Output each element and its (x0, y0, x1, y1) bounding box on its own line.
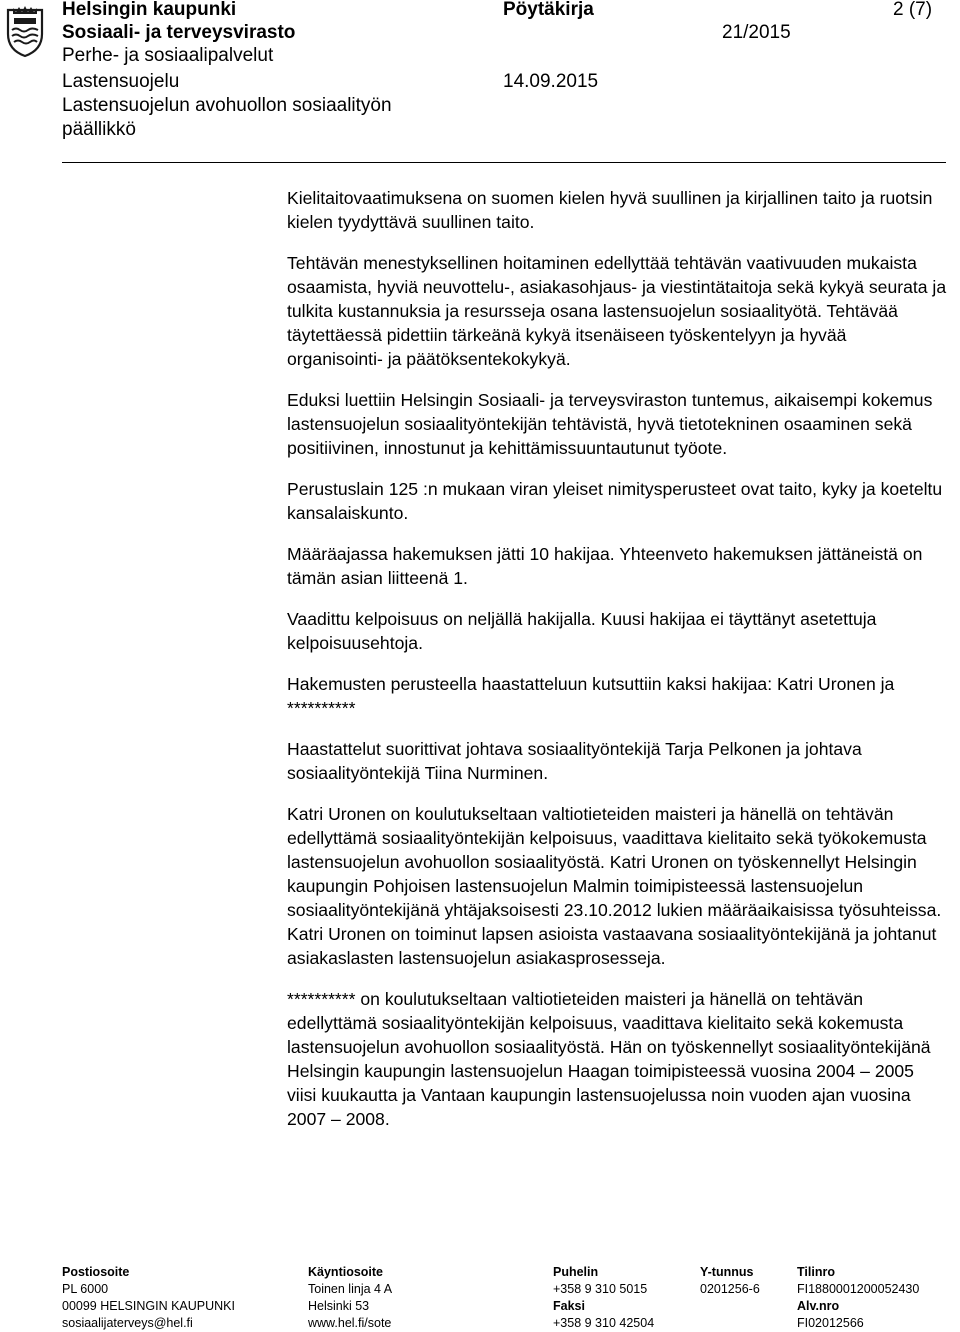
footer-account-heading: Tilinro (797, 1265, 835, 1279)
department-name: Sosiaali- ja terveysvirasto (62, 22, 296, 43)
footer-vat-number: FI02012566 (797, 1316, 864, 1330)
page-number: 2 (7) (893, 0, 933, 20)
footer-business-id (700, 1264, 760, 1298)
paragraph-applicants: Määräajassa hakemuksen jätti 10 hakijaa. Yhteenveto hakemuksen jättäneistä on tämän asian liitteenä 1. (287, 544, 923, 588)
paragraph-constitution: Perustuslain 125 :n mukaan viran yleiset nimitysperusteet ovat taito, kyky ja koeteltu kansalaiskunto. (287, 479, 943, 523)
footer-phone-heading: Puhelin (553, 1265, 599, 1279)
footer-phone (553, 1264, 654, 1332)
paragraph-qualification: Vaadittu kelpoisuus on neljällä hakijalla. Kuusi hakijaa ei täyttänyt asetettuja kelpoisuusehtoja. (287, 609, 877, 653)
unit-name: Lastensuojelu (62, 71, 180, 92)
paragraph-task-requirements: Tehtävän menestyksellinen hoitaminen edellyttää tehtävän vaativuuden mukaista osaamista, hyviä neuvottelu-, asiakasohjaus- ja viestintätaitoja sekä kykyä seurata ja tulkita kustannuksia ja resursseja osana lastensuojelun sosiaalityötä. Tehtävää täytettäessä pidettiin tärkeänä kykyä itsenäiseen työskentelyyn ja hyvää organisointi- ja päätöksentekokykyä. (287, 253, 947, 369)
footer-website: www.hel.fi/sote (308, 1316, 392, 1330)
document-body (287, 186, 947, 1148)
footer-fax-number: +358 9 310 42504 (553, 1316, 655, 1330)
paragraph-language-requirement: Kielitaitovaatimuksena on suomen kielen hyvä suullinen ja kirjallinen taito ja ruotsin kielen tyydyttävä suullinen taito. (287, 188, 933, 232)
helsinki-crest-logo (4, 4, 46, 58)
footer-account (797, 1264, 919, 1332)
footer-account-number: FI1880001200052430 (797, 1282, 920, 1296)
footer-visiting-address (308, 1264, 392, 1332)
paragraph-interview-invites: Hakemusten perusteella haastatteluun kutsuttiin kaksi hakijaa: Katri Uronen ja ********** (287, 674, 895, 718)
footer-ytunnus-value: 0201256-6 (700, 1282, 760, 1296)
organization-name: Helsingin kaupunki (62, 0, 237, 20)
document-number: 21/2015 (722, 22, 791, 43)
footer-phone-number: +358 9 310 5015 (553, 1282, 648, 1296)
footer-visit-heading: Käyntiosoite (308, 1265, 384, 1279)
footer-postal-city: 00099 HELSINGIN KAUPUNKI (62, 1299, 235, 1313)
footer-postal-heading: Postiosoite (62, 1265, 130, 1279)
official-title-line1: Lastensuojelun avohuollon sosiaalityön (62, 95, 392, 116)
footer-vat-heading: Alv.nro (797, 1299, 840, 1313)
footer-visit-city: Helsinki 53 (308, 1299, 370, 1313)
footer-fax-heading: Faksi (553, 1299, 585, 1313)
footer-ytunnus-heading: Y-tunnus (700, 1265, 754, 1279)
paragraph-candidate-2: ********** on koulutukseltaan valtiotieteiden maisteri ja hänellä on tehtävän edellyttämä sosiaalityöntekijän kelpoisuus, vaadittava kielitaito sekä kokemusta lastensuojelun avohuollon sosiaalityöstä. Hän on työskennellyt sosiaalityöntekijänä Helsingin kaupungin lastensuojelun Haagan toimipisteessä vuosina 2004 – 2005 viisi kuukautta ja Vantaan kaupungin lastensuojelussa noin vuoden ajan vuosina 2007 – 2008. (287, 989, 931, 1129)
footer-visit-street: Toinen linja 4 A (308, 1282, 393, 1296)
paragraph-interviewers: Haastattelut suorittivat johtava sosiaalityöntekijä Tarja Pelkonen ja johtava sosiaalityöntekijä Tiina Nurminen. (287, 739, 862, 783)
official-title-line2: päällikkö (62, 119, 136, 140)
footer-postal-box: PL 6000 (62, 1282, 109, 1296)
document-date: 14.09.2015 (503, 71, 599, 92)
footer-email: sosiaalijaterveys@hel.fi (62, 1316, 193, 1330)
footer-postal-address (62, 1264, 235, 1332)
paragraph-merits: Eduksi luettiin Helsingin Sosiaali- ja terveysviraston tuntemus, aikaisempi kokemus lastensuojelun sosiaalityöntekijän tehtävistä, hyvä tietotekninen osaaminen sekä positiivinen, innostunut ja kehittämissuuntautunut työote. (287, 390, 933, 458)
division-name: Perhe- ja sosiaalipalvelut (62, 45, 274, 66)
paragraph-candidate-1: Katri Uronen on koulutukseltaan valtiotieteiden maisteri ja hänellä on tehtävän edellyttämä sosiaalityöntekijän kelpoisuus, vaadittava kielitaito sekä työkokemusta lastensuojelun avohuollon sosiaalityöstä. Katri Uronen on työskennellyt Helsingin kaupungin Pohjoisen lastensuojelun Malmin toimipisteessä lastensuojelun sosiaalityöntekijänä yhtäjaksoisesti 23.10.2012 lukien määräaikaisissa työsuhteissa. Katri Uronen on toiminut lapsen asioista vastaavana sosiaalityöntekijänä ja johtanut asiakaslasten lastensuojelun asiakasprosesseja. (287, 804, 942, 968)
header-divider (62, 162, 946, 163)
document-type: Pöytäkirja (503, 0, 594, 20)
